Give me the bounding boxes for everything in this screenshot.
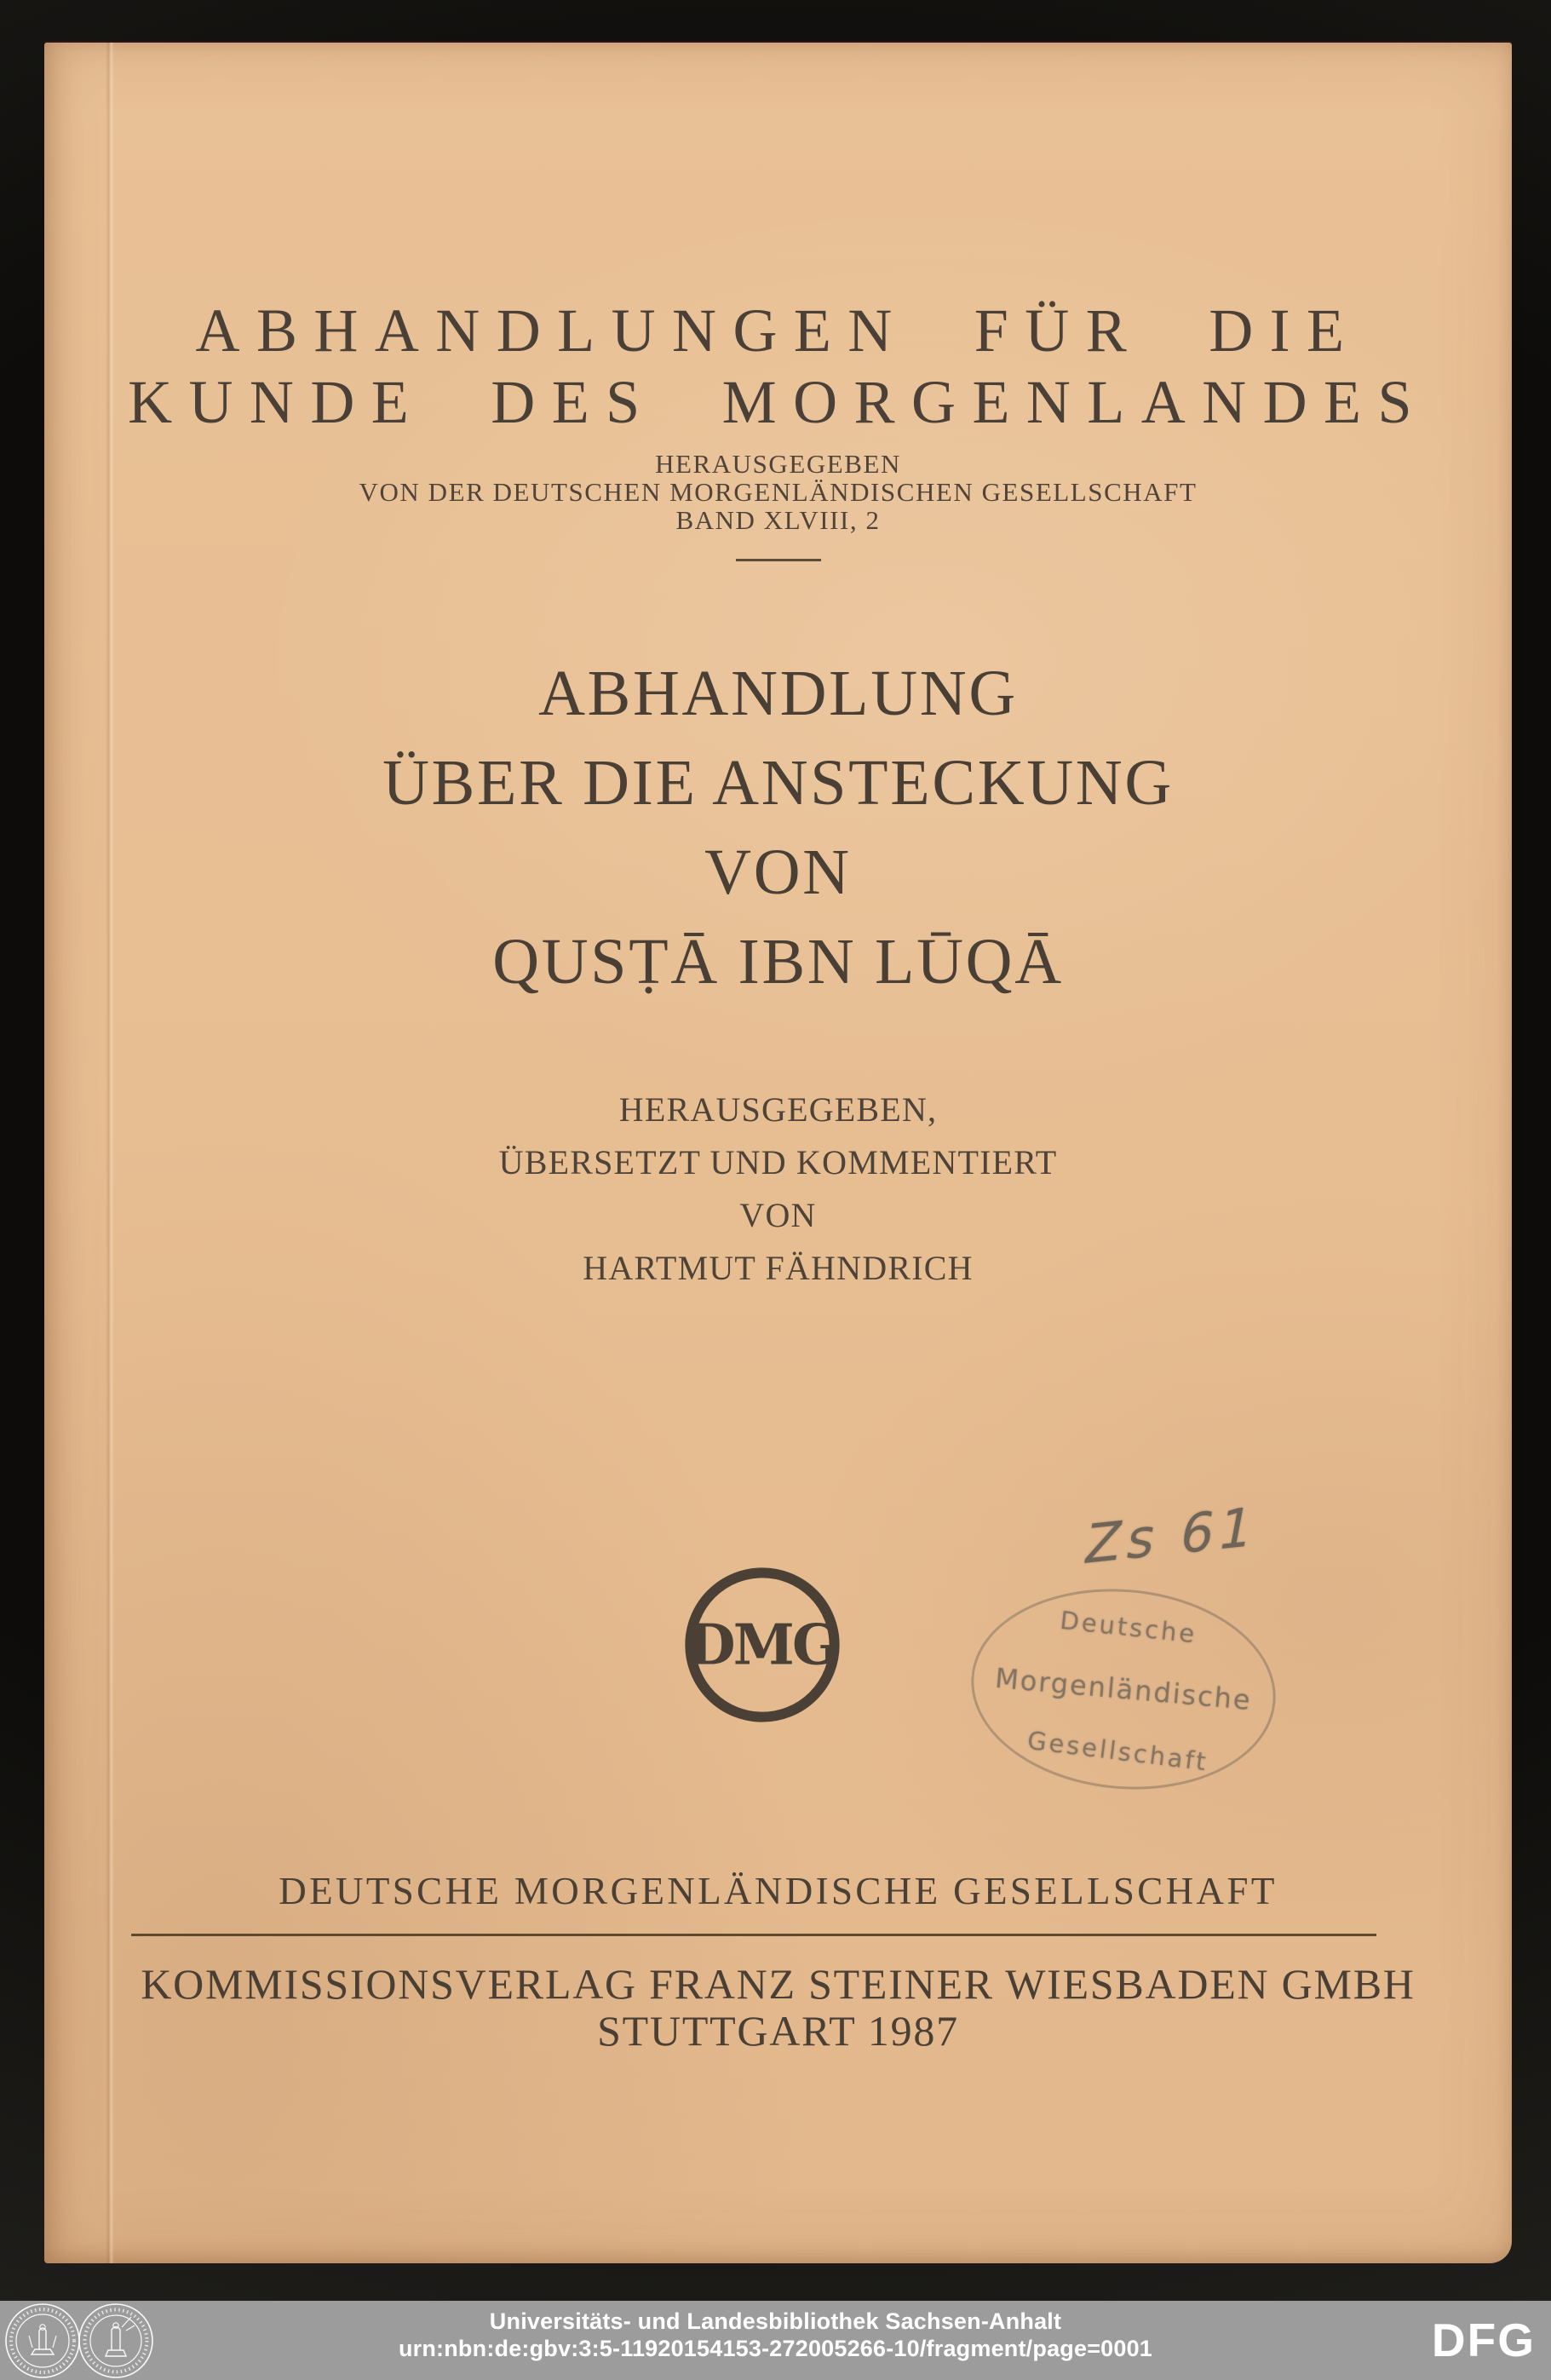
society-imprint: DEUTSCHE MORGENLÄNDISCHE GESELLSCHAFT (279, 1870, 1278, 1912)
series-title (44, 295, 1512, 438)
publisher-divider-rule (131, 1934, 1376, 1936)
main-title (44, 649, 1512, 1007)
series-title-line: KUNDE DES MORGENLANDES (128, 368, 1428, 436)
main-title-line: ABHANDLUNG (538, 658, 1018, 729)
library-name: Universitäts- und Landesbibliothek Sachsen-Anhalt (489, 2308, 1062, 2334)
series-subtitle (44, 450, 1512, 534)
publisher-imprint (44, 1961, 1512, 2055)
main-title-line: ÜBER DIE ANSTECKUNG (382, 747, 1174, 819)
editor-line: ÜBERSETZT UND KOMMENTIERT (498, 1143, 1058, 1181)
footer-text (0, 2308, 1551, 2362)
handwritten-shelfmark: Zs 61 (1085, 1495, 1258, 1576)
urn-identifier: urn:nbn:de:gbv:3:5-11920154153-272005266-10/fragment/page=0001 (398, 2336, 1153, 2361)
dmg-monogram-icon (683, 1566, 842, 1724)
book-cover (44, 43, 1512, 2263)
stamp-line: Gesellschaft (1025, 1725, 1210, 1777)
main-title-line: QUSṬĀ IBN LŪQĀ (492, 926, 1064, 997)
stamp-line: Morgenländische (993, 1661, 1254, 1717)
dmg-monogram-text: DMG (687, 1613, 837, 1678)
main-title-line: VON (704, 836, 852, 908)
series-subtitle-line: BAND XLVIII, 2 (675, 505, 881, 535)
series-subtitle-line: VON DER DEUTSCHEN MORGENLÄNDISCHEN GESELLSCHAFT (359, 477, 1198, 507)
publisher-line: KOMMISSIONSVERLAG FRANZ STEINER WIESBADEN GMBH (141, 1960, 1416, 2008)
series-subtitle-line: HERAUSGEGEBEN (655, 449, 901, 479)
dfg-logo: DFG (1431, 2314, 1536, 2366)
digitization-footer-bar (0, 2301, 1551, 2380)
stamp-line: Deutsche (1059, 1605, 1199, 1649)
editor-line: HARTMUT FÄHNDRICH (583, 1249, 974, 1287)
publisher-line: STUTTGART 1987 (597, 2007, 959, 2055)
section-divider-rule (736, 559, 821, 561)
society-oval-stamp (962, 1577, 1284, 1802)
series-title-line: ABHANDLUNGEN FÜR DIE (195, 296, 1361, 365)
editor-line: VON (739, 1196, 817, 1234)
editor-line: HERAUSGEGEBEN, (618, 1090, 938, 1129)
editor-statement (44, 1084, 1512, 1295)
